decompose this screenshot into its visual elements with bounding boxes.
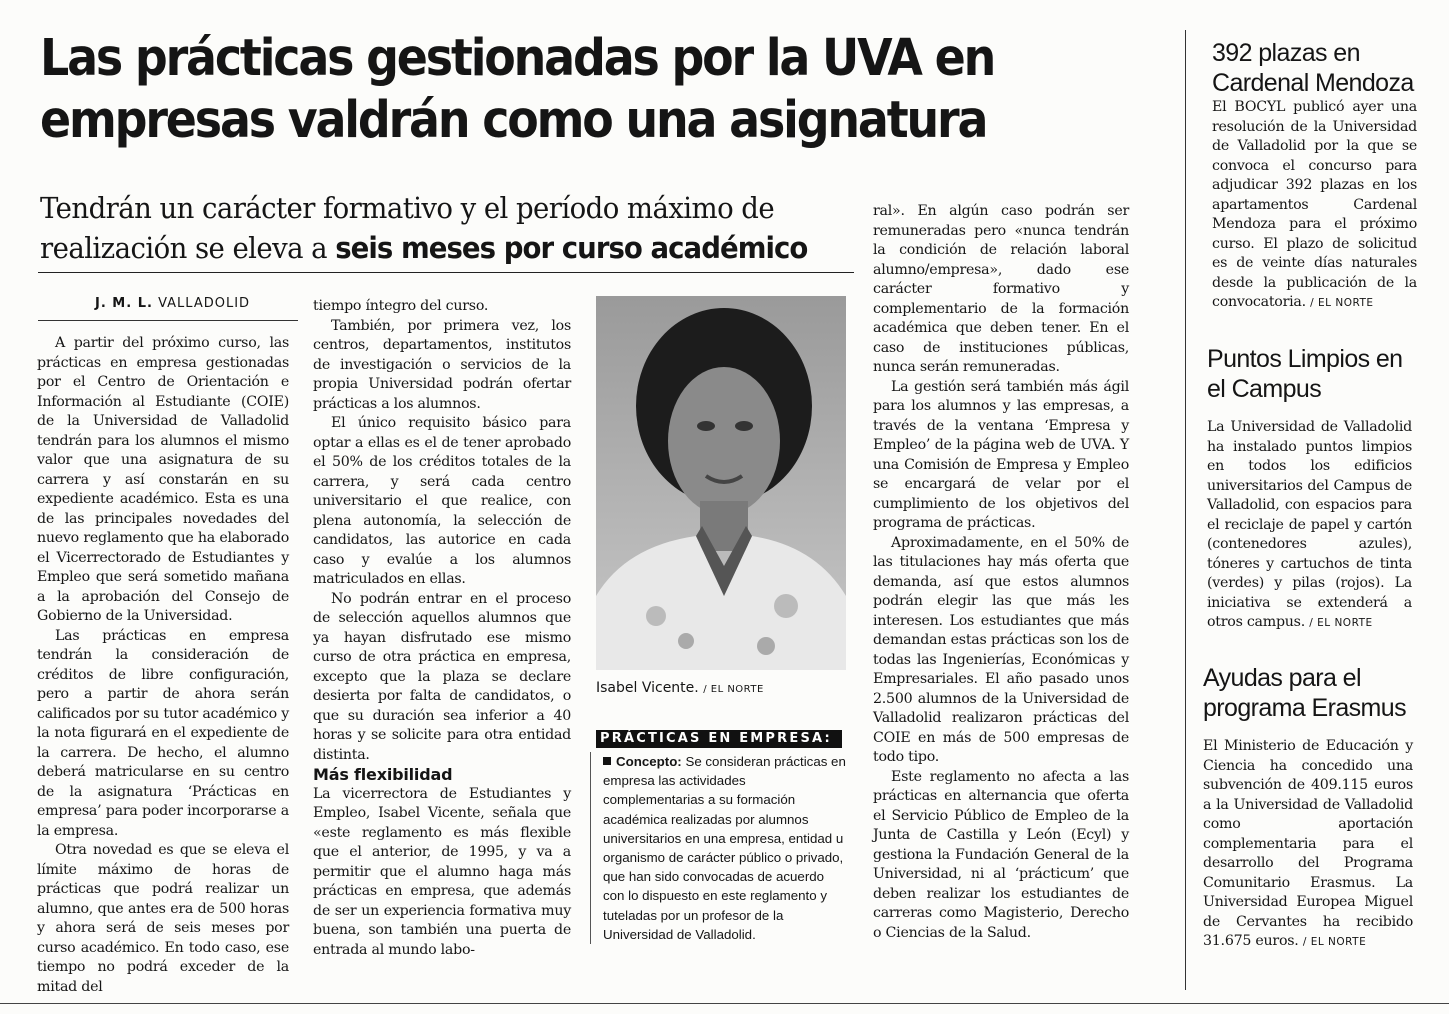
brief-title <box>1207 344 1412 404</box>
caption-name: Isabel Vicente. <box>596 680 699 696</box>
subheadline-line-2 <box>40 228 819 268</box>
article-column-3 <box>873 202 1129 943</box>
paragraph: Las prácticas en empresa tendrán la consideración de créditos de libre configuración, pero a partir de ahora serán calificados por su tutor académico y la nota figurará en el expediente de la carrera. De hecho, el alumno deberá matricularse en su centro de la asignatura ‘Prácticas en empresa’ para poder incorporarse a la empresa. <box>37 627 289 839</box>
sidebar-brief-3 <box>1203 663 1413 953</box>
info-box-body <box>590 752 846 944</box>
byline-place: VALLADOLID <box>158 296 251 311</box>
brief-source: / EL NORTE <box>1302 936 1367 948</box>
sidebar-brief-1 <box>1212 38 1417 314</box>
paragraph: Aproximadamente, en el 50% de las titulaciones hay más oferta que demanda, así que estos alumnos podrán elegir las que más les interesen. Los estudiantes que más demandan estas prácticas son los de todas las Ingenierías, Económicas y Empresariales. El año pasado unos 2.500 alumnos de la Universidad de Valladolid realizaron prácticas del COIE en más de 500 empresas de todo tipo. <box>873 534 1129 765</box>
brief-title-line: el Campus <box>1207 375 1322 403</box>
byline-rule <box>38 320 298 321</box>
info-box-text: Se consideran prácticas en empresa las actividades complementarias a su formación académica realizadas por alumnos universitarios en una empresa, entidad u organismo de carácter público o privado, que han sido convocadas de acuerdo con lo dispuesto en este reglamento y tuteladas por un profesor de la Universidad de Valladolid. <box>603 754 846 942</box>
paragraph: También, por primera vez, los centros, departamentos, institutos de investigación o servicios de la propia Universidad podrán ofertar prácticas a los alumnos. <box>313 317 571 412</box>
brief-title-line: programa Erasmus <box>1203 694 1406 722</box>
bullet-square-icon <box>603 757 611 765</box>
info-box-label: Concepto: <box>616 754 682 769</box>
info-box-title: PRÁCTICAS EN EMPRESA: <box>596 730 842 748</box>
paragraph: La gestión será también más ágil para los alumnos y las empresas, a través de la ventana ‘Empresa y Empleo’ de la página web de UVA. Y una Comisión de Empresa y Empleo se encargará de velar por el cumplimiento de los objetivos del programa de prácticas. <box>873 378 1129 531</box>
brief-title-line: Cardenal Mendoza <box>1212 69 1414 97</box>
paragraph: No podrán entrar en el proceso de selección aquellos alumnos que ya hayan disfrutado ese mismo curso de otra práctica en empresa, excepto que la plaza se declare desierta por falta de candidatos, o que su duración sea inferior a 40 horas y se solicite para otra entidad distinta. <box>313 590 571 763</box>
brief-body: El BOCYL publicó ayer una resolución de la Universidad de Valladolid por la que se convoca el concurso para adjudicar 392 plazas en los apartamentos Cardenal Mendoza para el próximo curso. El plazo de solicitud es de veinte días naturales desde la publicación de la convocatoria. <box>1212 99 1417 310</box>
article-column-1 <box>37 334 289 997</box>
brief-text <box>1207 418 1412 634</box>
brief-text <box>1212 98 1417 314</box>
photo-caption <box>596 680 764 696</box>
paragraph: A partir del próximo curso, las prácticas en empresa gestionadas por el Centro de Orientación e Información al Estudiante (COIE) de la Universidad de Valladolid tendrán para los alumnos el mismo valor que una asignatura de su carrera y así constarán en su expediente académico. Esta es una de las principales novedades del nuevo reglamento que ha elaborado el Vicerrectorado de Estudiantes y Empleo que será sometido mañana a la aprobación del Consejo de Gobierno de la Universidad. <box>37 335 289 624</box>
byline <box>95 296 250 311</box>
headline <box>40 28 1039 152</box>
page-bottom-rule <box>0 1003 1449 1004</box>
headline-line-2: empresas valdrán como una asignatura <box>40 91 987 150</box>
paragraph: tiempo íntegro del curso. <box>313 298 489 314</box>
brief-title <box>1212 38 1417 98</box>
sidebar-divider <box>1185 30 1186 990</box>
brief-source: / EL NORTE <box>1309 617 1373 629</box>
paragraph: Otra novedad es que se eleva el límite máximo de horas de prácticas que podrá realizar un alumno, que antes era de 500 horas y ahora será de seis meses por curso académico. En todo caso, ese tiempo no podrá exceder de la mitad del <box>37 842 289 995</box>
brief-title-line: Ayudas para el <box>1203 664 1361 692</box>
paragraph: Este reglamento no afecta a las prácticas en alternancia que oferta el Servicio Público de Empleo de la Junta de Castilla y León (Ecyl) y gestiona la Fundación General de la Universidad, ni al ‘prácticum’ que deben realizar los estudiantes de carreras como Magisterio, Derecho o Ciencias de la Salud. <box>873 768 1129 941</box>
headline-line-1: Las prácticas gestionadas por la UVA en <box>40 29 995 88</box>
subheadline <box>40 188 819 268</box>
caption-source: / EL NORTE <box>703 684 764 695</box>
byline-author: J. M. L. <box>95 296 153 311</box>
subheadline-bold: seis meses por curso académico <box>335 231 808 265</box>
portrait-photo <box>596 296 846 670</box>
brief-title-line: Puntos Limpios en <box>1207 345 1403 373</box>
brief-title <box>1203 663 1413 723</box>
paragraph: El único requisito básico para optar a ellas es el de tener aprobado el 50% de los créditos totales de la carrera, y será cada centro universitario el que realice, con plena autonomía, la selección de candidatos, las autorice en cada caso y evalúe a los alumnos matriculados en ellas. <box>313 415 571 587</box>
subheadline-line-1: Tendrán un carácter formativo y el período máximo de <box>40 191 775 225</box>
portrait-illustration <box>596 296 846 670</box>
paragraph: ral». En algún caso podrán ser remuneradas pero «nunca tendrán la condición de relación laboral alumno/empresa», dado ese carácter formativo y complementario de la formación académica que deben tener. En el caso de instituciones públicas, nunca serán remuneradas. <box>873 203 1129 375</box>
brief-body: La Universidad de Valladolid ha instalado puntos limpios en todos los edificios universitarios del Campus de Valladolid, con espacios para el reciclaje de papel y cartón (contenedores azules), tóneres y cartuchos de tinta (verdes) y pilas (rojos). La iniciativa se extenderá a otros campus. <box>1207 419 1412 630</box>
brief-title-line: 392 plazas en <box>1212 39 1360 67</box>
brief-body: El Ministerio de Educación y Ciencia ha concedido una subvención de 409.115 euros a la Universidad de Valladolid como aportación complementaria para el desarrollo del Programa Comunitario Erasmus. La Universidad Europea Miguel de Cervantes ha recibido 31.675 euros. <box>1203 738 1413 949</box>
subheadline-plain: realización se eleva a <box>40 231 336 265</box>
paragraph: La vicerrectora de Estudiantes y Empleo, Isabel Vicente, señala que «este reglamento es más flexible que el anterior, de 1995, y va a permitir que el alumno haga más prácticas en empresa, que además de ser un experiencia formativa muy buena, son también una puerta de entrada al mundo labo- <box>313 785 571 958</box>
brief-text <box>1203 737 1413 953</box>
article-column-2 <box>313 297 571 960</box>
section-subtitle: Más flexibilidad <box>313 765 453 784</box>
sidebar-brief-2 <box>1207 344 1412 634</box>
brief-source: / EL NORTE <box>1310 297 1374 309</box>
subheadline-rule <box>38 272 854 273</box>
